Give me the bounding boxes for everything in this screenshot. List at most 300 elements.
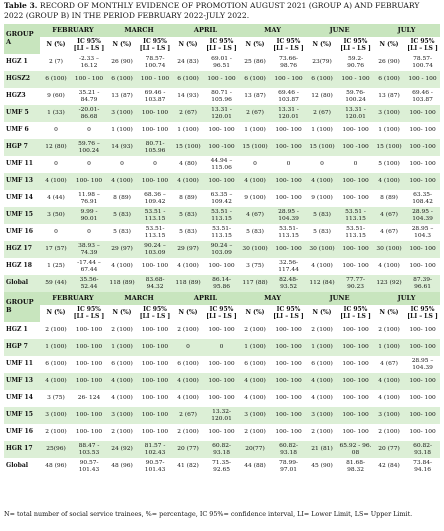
table-row (4, 122, 440, 139)
row-label: Global (4, 275, 40, 292)
ci-cell: 100 - 100 (338, 71, 373, 88)
n-percent-cell: 29 (97) (172, 241, 204, 258)
row-label: HGP 7 (4, 139, 40, 156)
n-percent-cell: 5 (83) (306, 207, 338, 224)
n-percent-cell: 25(96) (40, 441, 72, 458)
month-header: MAY (239, 292, 306, 305)
ci-cell: 100- 100 (138, 356, 172, 373)
n-percent-cell: 4 (100) (373, 390, 405, 407)
ci-cell: 100- 100 (271, 190, 306, 207)
table-row (4, 322, 440, 339)
n-percent-cell: 2 (100) (106, 424, 138, 441)
n-percent-cell: 3 (100) (239, 407, 271, 424)
table-caption-label: Table 3. (4, 1, 38, 10)
ci-cell: 100- 100 (405, 122, 440, 139)
table-row (4, 275, 440, 292)
month-header: MARCH (106, 24, 172, 37)
ci-cell: 100- 100 (204, 390, 239, 407)
row-label: UMF 16 (4, 424, 40, 441)
n-percent-header: N (%) (40, 305, 72, 322)
n-percent-cell: 21 (81) (306, 441, 338, 458)
ci-header: IC 95% [LI – LS ] (338, 37, 373, 54)
table-row (4, 241, 440, 258)
ci-cell: 100- 100 (204, 122, 239, 139)
ci-cell: 60.82- 93.18 (204, 441, 239, 458)
ci-cell: 28.95 - 104.39 (405, 207, 440, 224)
n-percent-cell: 48 (96) (40, 458, 72, 475)
ci-cell: 0 (138, 156, 172, 173)
n-percent-cell: 4 (80) (172, 156, 204, 173)
ci-cell: 100 -100 (405, 139, 440, 156)
ci-cell: 11.98 – 76.91 (72, 190, 106, 207)
ci-cell: 100- 100 (271, 322, 306, 339)
n-percent-cell: 4 (100) (373, 258, 405, 275)
n-percent-cell: 6 (100) (172, 356, 204, 373)
row-label: HGZ 17 (4, 241, 40, 258)
n-percent-cell: 30 (100) (373, 241, 405, 258)
ci-cell: 59.76 – 100.24 (72, 139, 106, 156)
ci-cell: 100- 100 (338, 241, 373, 258)
ci-cell: 0 (338, 156, 373, 173)
groupB-sub-header (4, 305, 440, 322)
table-row (4, 224, 440, 241)
n-percent-cell: 3 (100) (306, 407, 338, 424)
ci-cell: 35.56- 52.44 (72, 275, 106, 292)
ci-cell: 53.51 - 113.15 (338, 207, 373, 224)
table-row (4, 407, 440, 424)
ci-cell: 100- 100 (138, 373, 172, 390)
ci-cell: 69.01 - 96.51 (204, 54, 239, 71)
n-percent-cell: 4 (100) (306, 390, 338, 407)
ci-cell: 100- 100 (338, 190, 373, 207)
n-percent-cell: 123 (92) (373, 275, 405, 292)
n-percent-cell: 6 (100) (239, 356, 271, 373)
row-label: HGR 17 (4, 441, 40, 458)
n-percent-cell: 3 (75) (40, 390, 72, 407)
row-label: UMF 6 (4, 122, 40, 139)
n-percent-cell: 1 (100) (239, 339, 271, 356)
ci-cell: 100- 100 (405, 156, 440, 173)
n-percent-cell: 14 (93) (172, 88, 204, 105)
n-percent-cell: 4 (100) (40, 173, 72, 190)
row-label: UMF 14 (4, 190, 40, 207)
ci-cell: 100- 100 (138, 258, 172, 275)
ci-cell: 87.39- 96.61 (405, 275, 440, 292)
ci-cell: 53.51- 113.15 (204, 224, 239, 241)
ci-cell: 69.46 - 103.87 (405, 88, 440, 105)
n-percent-cell: 48 (96) (106, 458, 138, 475)
ci-header: IC 95% [LI – LS ] (204, 305, 239, 322)
n-percent-cell: 4 (100) (239, 373, 271, 390)
n-percent-cell: 13 (87) (373, 88, 405, 105)
ci-cell: 100- 100 (138, 105, 172, 122)
n-percent-cell: 20 (77) (373, 441, 405, 458)
table-row (4, 173, 440, 190)
n-percent-cell: 30 (100) (239, 241, 271, 258)
ci-cell: 100- 100 (271, 241, 306, 258)
n-percent-cell: 4 (67) (373, 356, 405, 373)
n-percent-cell: 20(77) (239, 441, 271, 458)
ci-header: IC 95% [LI – LS ] (271, 305, 306, 322)
n-percent-cell: 44 (88) (239, 458, 271, 475)
ci-cell: 100 -100 (338, 139, 373, 156)
n-percent-cell: 15 (100) (306, 139, 338, 156)
n-percent-cell: 2 (100) (306, 322, 338, 339)
ci-cell: 13.31 - 120.01 (338, 105, 373, 122)
n-percent-cell: 20 (77) (172, 441, 204, 458)
n-percent-cell: 1 (100) (306, 339, 338, 356)
ci-cell: 53.51- 113.15 (338, 224, 373, 241)
n-percent-cell: 26 (90) (106, 54, 138, 71)
n-percent-cell: 26 (90) (373, 54, 405, 71)
month-header: JUNE (306, 24, 373, 37)
n-percent-cell: 118 (89) (106, 275, 138, 292)
row-label: UMF 15 (4, 407, 40, 424)
ci-cell: 78.57- 100.74 (138, 54, 172, 71)
ci-cell: 28.95 - 104.39 (271, 207, 306, 224)
ci-cell: 13.31 - 120.01 (271, 105, 306, 122)
table-row (4, 156, 440, 173)
n-percent-cell: 12 (80) (40, 139, 72, 156)
ci-cell: 100- 100 (138, 339, 172, 356)
row-label: UMF 13 (4, 173, 40, 190)
row-label: HGSZ2 (4, 71, 40, 88)
ci-cell: 90.57- 101.43 (138, 458, 172, 475)
ci-cell: 100- 100 (72, 356, 106, 373)
ci-cell: 100- 100 (204, 322, 239, 339)
ci-cell: 100- 100 (204, 173, 239, 190)
n-percent-cell: 4 (100) (306, 258, 338, 275)
ci-cell: 53.51- 113.15 (271, 224, 306, 241)
ci-cell: 100- 100 (138, 424, 172, 441)
row-label: UMF 15 (4, 207, 40, 224)
ci-cell: 77.77- 90.23 (338, 275, 373, 292)
n-percent-cell: 5 (83) (106, 224, 138, 241)
n-percent-cell: 0 (40, 156, 72, 173)
n-percent-cell: 9 (100) (239, 190, 271, 207)
month-header: MAY (239, 24, 306, 37)
ci-cell: -2.33 – 16.12 (72, 54, 106, 71)
month-header: MARCH (106, 292, 172, 305)
ci-cell: 0 (204, 339, 239, 356)
row-label: UMF 16 (4, 224, 40, 241)
row-label: UMF 11 (4, 356, 40, 373)
n-percent-cell: 4 (100) (40, 373, 72, 390)
row-label: HGZ3 (4, 88, 40, 105)
ci-cell: 100 - 100 (138, 71, 172, 88)
ci-cell: 100 - 100 (204, 71, 239, 88)
ci-cell: 63.35 – 109.42 (204, 190, 239, 207)
n-percent-cell: 1 (100) (40, 339, 72, 356)
n-percent-cell: 3 (75) (239, 258, 271, 275)
ci-cell: 65.92 - 96. 08 (338, 441, 373, 458)
n-percent-cell: 4 (100) (373, 373, 405, 390)
month-header: APRIL (172, 24, 239, 37)
table-row (4, 88, 440, 105)
n-percent-cell: 4 (100) (172, 373, 204, 390)
table-row (4, 441, 440, 458)
ci-cell: 71.35- 92.65 (204, 458, 239, 475)
n-percent-cell: 3 (100) (40, 407, 72, 424)
ci-header: IC 95% [LI – LS ] (72, 37, 106, 54)
ci-cell: 32.56- 117.44 (271, 258, 306, 275)
n-percent-cell: 5 (83) (306, 224, 338, 241)
n-percent-cell: 13 (87) (239, 88, 271, 105)
ci-cell: 26- 124 (72, 390, 106, 407)
n-percent-cell: 1 (100) (306, 122, 338, 139)
ci-cell: 0 (72, 156, 106, 173)
table-row (4, 373, 440, 390)
group-label: GROUP A (4, 24, 40, 54)
ci-cell: 100- 100 (405, 173, 440, 190)
ci-cell: 100- 100 (271, 139, 306, 156)
n-percent-cell: 17 (57) (40, 241, 72, 258)
n-percent-cell: 118 (89) (172, 275, 204, 292)
ci-cell: 100- 100 (204, 258, 239, 275)
n-percent-header: N (%) (106, 305, 138, 322)
table-row (4, 139, 440, 156)
ci-cell: 100- 100 (338, 173, 373, 190)
n-percent-cell: 4 (100) (306, 173, 338, 190)
n-percent-header: N (%) (239, 305, 271, 322)
ci-cell: 28.95 – 104.3 (405, 224, 440, 241)
n-percent-cell: 0 (239, 156, 271, 173)
ci-cell: 100- 100 (405, 258, 440, 275)
ci-cell: 100- 100 (271, 339, 306, 356)
ci-cell: 100- 100 (72, 339, 106, 356)
n-percent-cell: 4 (100) (106, 258, 138, 275)
n-percent-cell: 4 (100) (172, 258, 204, 275)
ci-cell: 82.48- 93.52 (271, 275, 306, 292)
n-percent-cell: 2 (100) (373, 424, 405, 441)
ci-cell: 69.46 - 103.87 (271, 88, 306, 105)
ci-cell: 100- 100 (138, 173, 172, 190)
table-row (4, 54, 440, 71)
ci-cell: 100- 100 (204, 424, 239, 441)
n-percent-cell: 2 (100) (306, 424, 338, 441)
ci-header: IC 95% [LI – LS ] (271, 37, 306, 54)
n-percent-cell: 24 (83) (172, 54, 204, 71)
n-percent-cell: 4 (44) (40, 190, 72, 207)
ci-cell: 100- 100 (72, 373, 106, 390)
n-percent-cell: 3 (100) (373, 105, 405, 122)
ci-cell: 100- 100 (338, 390, 373, 407)
ci-cell: 68.36 – 109.42 (138, 190, 172, 207)
n-percent-cell: 2 (100) (239, 424, 271, 441)
ci-cell: 100- 100 (405, 241, 440, 258)
groupA-month-header (4, 24, 440, 37)
n-percent-cell: 45 (90) (306, 458, 338, 475)
table-row (4, 207, 440, 224)
table-caption (4, 1, 440, 20)
ci-cell: 100 - 100 (271, 71, 306, 88)
n-percent-cell: 0 (40, 122, 72, 139)
n-percent-cell: 117 (88) (239, 275, 271, 292)
n-percent-cell: 1 (100) (106, 339, 138, 356)
month-header: FEBRUARY (40, 292, 106, 305)
ci-cell: 69.46 - 103.87 (138, 88, 172, 105)
n-percent-cell: 24 (92) (106, 441, 138, 458)
n-percent-cell: 5 (83) (106, 207, 138, 224)
n-percent-cell: 2 (67) (239, 105, 271, 122)
n-percent-cell: 5 (83) (172, 224, 204, 241)
row-label: UMF 5 (4, 105, 40, 122)
ci-cell: 90.24 – 103.09 (138, 241, 172, 258)
ci-cell: 80.71- 105.96 (138, 139, 172, 156)
ci-cell: 38.93 – 74.39 (72, 241, 106, 258)
ci-cell: 53.51- 113.15 (138, 224, 172, 241)
n-percent-cell: 1 (100) (373, 339, 405, 356)
n-percent-cell: 2 (100) (239, 322, 271, 339)
n-percent-cell: 6 (100) (40, 71, 72, 88)
month-header: JULY (373, 292, 440, 305)
table-row (4, 105, 440, 122)
n-percent-cell: 15 (100) (172, 139, 204, 156)
n-percent-header: N (%) (306, 305, 338, 322)
ci-cell: 0 (72, 224, 106, 241)
ci-cell: 100- 100 (338, 258, 373, 275)
ci-cell: 9.99 - 90.01 (72, 207, 106, 224)
ci-cell: -17.44 – 67.44 (72, 258, 106, 275)
n-percent-cell: 14 (93) (106, 139, 138, 156)
n-percent-cell: 0 (172, 339, 204, 356)
row-label: UMF 11 (4, 156, 40, 173)
n-percent-cell: 1 (100) (172, 122, 204, 139)
n-percent-cell: 41 (82) (172, 458, 204, 475)
n-percent-cell: 5 (100) (373, 156, 405, 173)
n-percent-header: N (%) (373, 37, 405, 54)
ci-cell: 81.68- 98.32 (338, 458, 373, 475)
ci-cell: 0 (271, 156, 306, 173)
n-percent-cell: 1 (100) (239, 122, 271, 139)
n-percent-cell: 0 (306, 156, 338, 173)
n-percent-cell: 5 (83) (239, 224, 271, 241)
groupB-month-header (4, 292, 440, 305)
ci-cell: 90.57- 101.43 (72, 458, 106, 475)
ci-cell: 63.35- 108.42 (405, 190, 440, 207)
n-percent-cell: 0 (106, 156, 138, 173)
n-percent-header: N (%) (172, 37, 204, 54)
n-percent-cell: 1 (25) (40, 258, 72, 275)
n-percent-cell: 15 (100) (239, 139, 271, 156)
n-percent-cell: 9 (100) (306, 190, 338, 207)
ci-cell: 100- 100 (338, 407, 373, 424)
ci-cell: 73.66- 98.76 (271, 54, 306, 71)
n-percent-cell: 6 (100) (373, 71, 405, 88)
row-label: HGZ 1 (4, 54, 40, 71)
ci-header: IC 95% [LI – LS ] (405, 305, 440, 322)
ci-cell: 44.94 – 115.06 (204, 156, 239, 173)
n-percent-cell: 4 (100) (106, 373, 138, 390)
ci-header: IC 95% [LI – LS ] (138, 37, 172, 54)
n-percent-cell: 59 (44) (40, 275, 72, 292)
ci-cell: 100- 100 (271, 390, 306, 407)
row-label: UMF 13 (4, 373, 40, 390)
ci-cell: 100- 100 (405, 339, 440, 356)
table-footnote: N= total number of social service trainees, %= percentage, IC 95%= confidence interval, LI= Lower Limit, LS= Upper Limit. (4, 510, 413, 518)
n-percent-cell: 6 (100) (106, 71, 138, 88)
n-percent-cell: 6 (100) (106, 356, 138, 373)
groupA-sub-header (4, 37, 440, 54)
n-percent-cell: 6 (100) (40, 356, 72, 373)
ci-cell: 100- 100 (138, 407, 172, 424)
ci-cell: 100- 100 (72, 407, 106, 424)
n-percent-cell: 30 (100) (306, 241, 338, 258)
ci-cell: 88.47 - 103.53 (72, 441, 106, 458)
n-percent-cell: 2 (67) (306, 105, 338, 122)
ci-cell: 81.57 - 102.43 (138, 441, 172, 458)
ci-cell: 100- 100 (271, 424, 306, 441)
n-percent-header: N (%) (40, 37, 72, 54)
n-percent-cell: 2 (100) (40, 424, 72, 441)
n-percent-header: N (%) (239, 37, 271, 54)
n-percent-cell: 112 (84) (306, 275, 338, 292)
row-label: HGZ 1 (4, 322, 40, 339)
row-label: UMF 14 (4, 390, 40, 407)
ci-cell: 100- 100 (338, 322, 373, 339)
n-percent-cell: 2 (67) (172, 407, 204, 424)
n-percent-cell: 4 (100) (106, 390, 138, 407)
n-percent-cell: 2 (100) (40, 322, 72, 339)
table-row (4, 390, 440, 407)
n-percent-cell: 3 (100) (106, 105, 138, 122)
ci-header: IC 95% [LI – LS ] (338, 305, 373, 322)
ci-cell: 73.84- 94.16 (405, 458, 440, 475)
ci-cell: 100- 100 (405, 105, 440, 122)
ci-cell: 28.95 – 104.39 (405, 356, 440, 373)
n-percent-cell: 8 (89) (373, 190, 405, 207)
n-percent-cell: 4 (100) (239, 390, 271, 407)
ci-cell: 100- 100 (338, 122, 373, 139)
table-row (4, 71, 440, 88)
n-percent-cell: 6 (100) (239, 71, 271, 88)
ci-cell: 100 - 100 (405, 71, 440, 88)
ci-cell: 13.31 - 120.01 (204, 105, 239, 122)
n-percent-cell: 4 (100) (306, 373, 338, 390)
n-percent-cell: 2 (100) (172, 424, 204, 441)
table-row (4, 258, 440, 275)
ci-cell: 90.24 – 103.09 (204, 241, 239, 258)
n-percent-cell: 4 (100) (239, 173, 271, 190)
ci-cell: 100- 100 (204, 356, 239, 373)
ci-cell: 78.57- 100.74 (405, 54, 440, 71)
n-percent-cell: 4 (100) (373, 173, 405, 190)
ci-cell: 100- 100 (405, 424, 440, 441)
table-row (4, 339, 440, 356)
ci-cell: 53.51 - 113.15 (204, 207, 239, 224)
promotion-table (4, 24, 440, 475)
n-percent-cell: 2 (7) (40, 54, 72, 71)
n-percent-cell: 4 (67) (373, 224, 405, 241)
ci-cell: 100- 100 (405, 373, 440, 390)
ci-cell: 100- 100 (271, 373, 306, 390)
ci-cell: 100- 100 (271, 407, 306, 424)
row-label: Global (4, 458, 40, 475)
n-percent-cell: 3 (100) (373, 407, 405, 424)
n-percent-cell: 25 (86) (239, 54, 271, 71)
n-percent-cell: 9 (60) (40, 88, 72, 105)
n-percent-header: N (%) (373, 305, 405, 322)
ci-cell: 100- 100 (72, 322, 106, 339)
n-percent-cell: 4 (67) (239, 207, 271, 224)
ci-cell: 0 (72, 122, 106, 139)
n-percent-cell: 6 (100) (306, 356, 338, 373)
n-percent-cell: 2 (100) (106, 322, 138, 339)
ci-header: IC 95% [LI – LS ] (204, 37, 239, 54)
ci-cell: 13.32- 120.01 (204, 407, 239, 424)
ci-cell: 60.82- 93.18 (271, 441, 306, 458)
ci-cell: 100- 100 (338, 356, 373, 373)
